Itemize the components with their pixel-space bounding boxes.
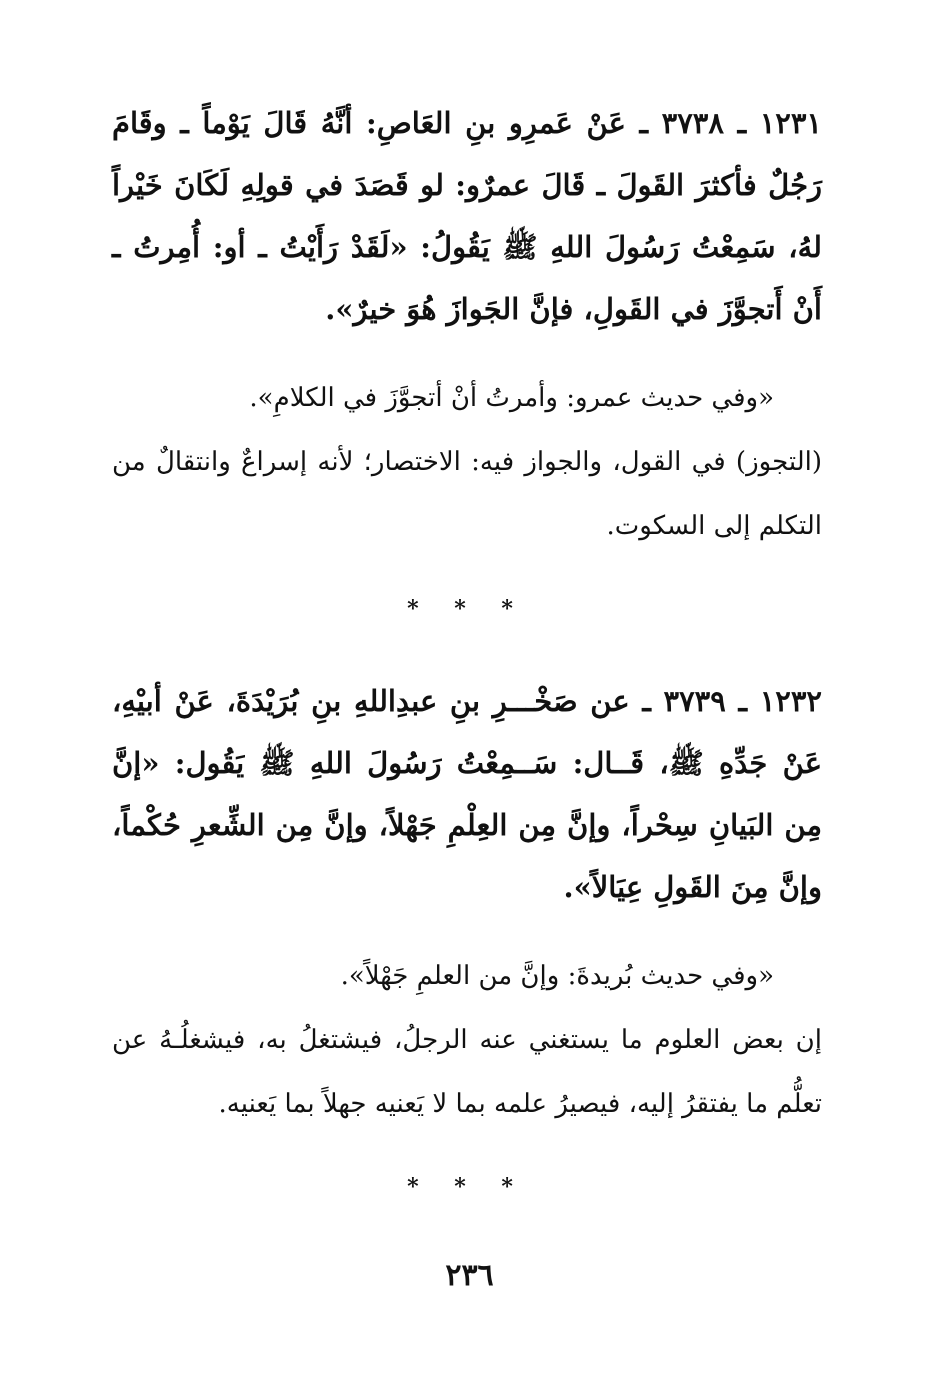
hadith-explanation: (التجوز) في القول، والجواز فيه: الاختصار؛ لأنه إسراعٌ وانتقالٌ من التكلم إلى السكوت.	[112, 447, 822, 541]
hadith-explanation: إن بعض العلوم ما يستغني عنه الرجلُ، فيشتغلُ به، فيشغلُـهُ عن تعلُّم ما يفتقرُ إليه، فيصيرُ علمه بما لا يَعنيه جهلاً بما يَعنيه.	[112, 1025, 822, 1119]
entry-1232	[112, 670, 822, 1136]
page-body	[112, 92, 822, 1248]
hadith-text: ١٢٣٢ ـ ٣٧٣٩ ـ عن صَخْـــرِ بنِ عبدِاللهِ بنِ بُرَيْدَةَ، عَنْ أبيْهِ، عَنْ جَدِّهِ ﷺ، قَــال: سَــمِعْتُ رَسُولَ اللهِ ﷺ يَقُول: «إنَّ مِن البَيانِ سِحْراً، وإنَّ مِن العِلْمِ جَهْلاً، وإنَّ مِن الشِّعرِ حُكْماً، وإنَّ مِنَ القَولِ عِيَالاً».	[112, 684, 822, 904]
section-separator: * * *	[407, 596, 527, 622]
hadith-text: ١٢٣١ ـ ٣٧٣٨ ـ عَنْ عَمرِو بنِ العَاصِ: أنَّهُ قَالَ يَوْماً ـ وقَامَ رَجُلٌ فأكثرَ القَولَ ـ قَالَ عمرٌو: لو قَصَدَ في قولِهِ لَكَانَ خَيْراً لهُ، سَمِعْتُ رَسُولَ اللهِ ﷺ يَقُولُ: «لَقَدْ رَأَيْتُ ـ أو: أُمِرتُ ـ أَنْ أَتجوَّزَ في القَولِ، فإنَّ الجَوازَ هُوَ خيرٌ».	[112, 106, 822, 326]
page-number: ٢٣٦	[445, 1258, 494, 1293]
section-separator: * * *	[407, 1174, 527, 1200]
entry-1231	[112, 92, 822, 558]
hadith-variant-quote: «وفي حديث بُريدةَ: وإنَّ من العلمِ جَهْلاً».	[340, 961, 774, 991]
hadith-variant-quote: «وفي حديث عمرو: وأمرتُ أنْ أتجوَّزَ في الكلامِ».	[249, 383, 774, 413]
